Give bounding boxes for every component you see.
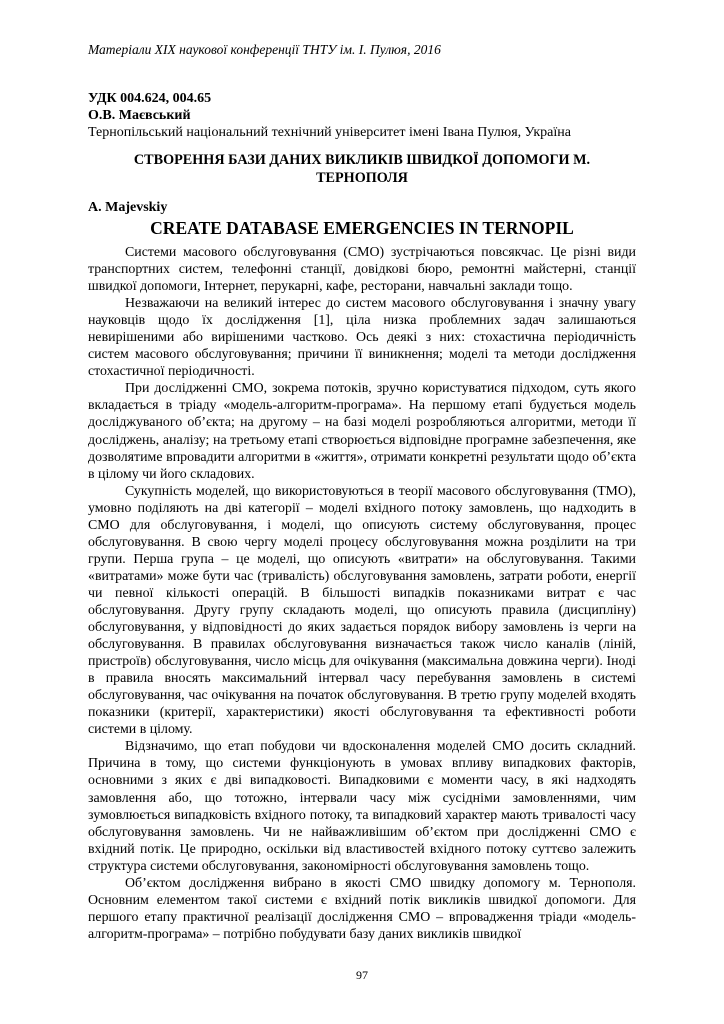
paragraph: Відзначимо, що етап побудови чи вдосконалення моделей СМО досить складний. Причина в тому, що системи функціонують в умовах впливу випадкових факторів, основними з яких є дві випадковості. Випадковими є моменти часу, в які надходять замовлення або, що тотожно, інтервали часу між сусідніми замовленнями, чим зумовлюється випадковість вхідного потоку, та випадковий характер мають тривалості часу обслуговування замовлень. Чи не найважливішим об’єктом при дослідженні СМО є вхідний потік. Це природно, оскільки від властивостей вхідного потоку суттєво залежить структура системи обслуговування, закономірності обслуговування замовлень тощо.	[88, 739, 636, 874]
affiliation: Тернопільський національний технічний університет імені Івана Пулюя, Україна	[88, 125, 571, 140]
paragraph: Системи масового обслуговування (СМО) зустрічаються повсякчас. Це різні види транспортних систем, телефонні станції, довідкові бюро, ремонтні майстерні, станції швидкої допомоги, Інтернет, перукарні, кафе, ресторани, навчальні заклади тощо.	[88, 245, 636, 295]
article-meta	[88, 90, 648, 141]
title-english: CREATE DATABASE EMERGENCIES IN TERNOPIL	[150, 218, 574, 238]
paragraph: Об’єктом дослідження вибрано в якості СМО швидку допомогу м. Тернополя. Основним елементом такої системи є вхідний потік викликів швидкої допомоги. Для першого етапу практичної реалізації дослідження СМО – впровадження тріади «модель-алгоритм-програма» – потрібно побудувати базу даних викликів швидкої	[88, 875, 636, 942]
title-ukrainian: СТВОРЕННЯ БАЗИ ДАНИХ ВИКЛИКІВ ШВИДКОЇ ДОПОМОГИ М. ТЕРНОПОЛЯ	[133, 152, 591, 186]
author-ua: О.В. Маєвський	[88, 108, 191, 123]
paragraph: Сукупність моделей, що використовуються в теорії масового обслуговування (ТМО), умовно поділяють на дві категорії – моделі вхідного потоку замовлень, що надходить в СМО для обслуговування, і моделі, що описують систему обслуговування, процес обслуговування. В свою чергу моделі процесу обслуговування можна розділити на три групи. Перша група – це моделі, що описують «витрати» на обслуговування. Такими «витратами» може бути час (тривалість) обслуговування замовлень, затрати роботи, енергії чи певної кількості операцій. В більшості випадків показниками витрат є час обслуговування. Другу групу складають моделі, що описують правила (дисципліну) обслуговування, у відповідності до яких задається порядок вибору замовлень із черги на обслуговування. В правилах обслуговування визначається також число каналів (ліній, пристроїв) обслуговування, число місць для очікування (максимальна довжина черги). Іноді в правила вносять максимальний інтервал часу перебування замовлень в системі обслуговування, час очікування на початок обслуговування. В третю групу моделей входять показники (критерії, характеристики) якості обслуговування та ефективності роботи системи в цілому.	[88, 483, 636, 738]
paragraph: При дослідженні СМО, зокрема потоків, зручно користуватися підходом, суть якого вкладається в тріаду «модель-алгоритм-програма». На першому етапі будується модель досліджуваного об’єкта; на другому – на базі моделі розробляються алгоритми, методи її досліджень, аналізу; на третьому етапі створюється відповідне програмне забезпечення, яке дозволятиме впровадити алгоритми в «життя», отримати конкретні результати щодо об’єкта в цілому чи його складових.	[88, 381, 636, 482]
running-header: Матеріали XIX наукової конференції ТНТУ ім. І. Пулюя, 2016	[88, 42, 441, 57]
udk-code: УДК 004.624, 004.65	[88, 91, 212, 106]
paragraph: Незважаючи на великий інтерес до систем масового обслуговування і значну увагу науковців щодо їх дослідження [1], ціла низка проблемних задач залишаються невирішеними або вирішеними частково. Ось деякі з них: стохастична періодичність систем масового обслуговування; причини її виникнення; моделі та методи дослідження стохастичної періодичності.	[88, 296, 636, 380]
article-body	[88, 244, 636, 943]
author-english: A. Majevskiy	[88, 200, 168, 215]
page-number: 97	[356, 968, 368, 982]
